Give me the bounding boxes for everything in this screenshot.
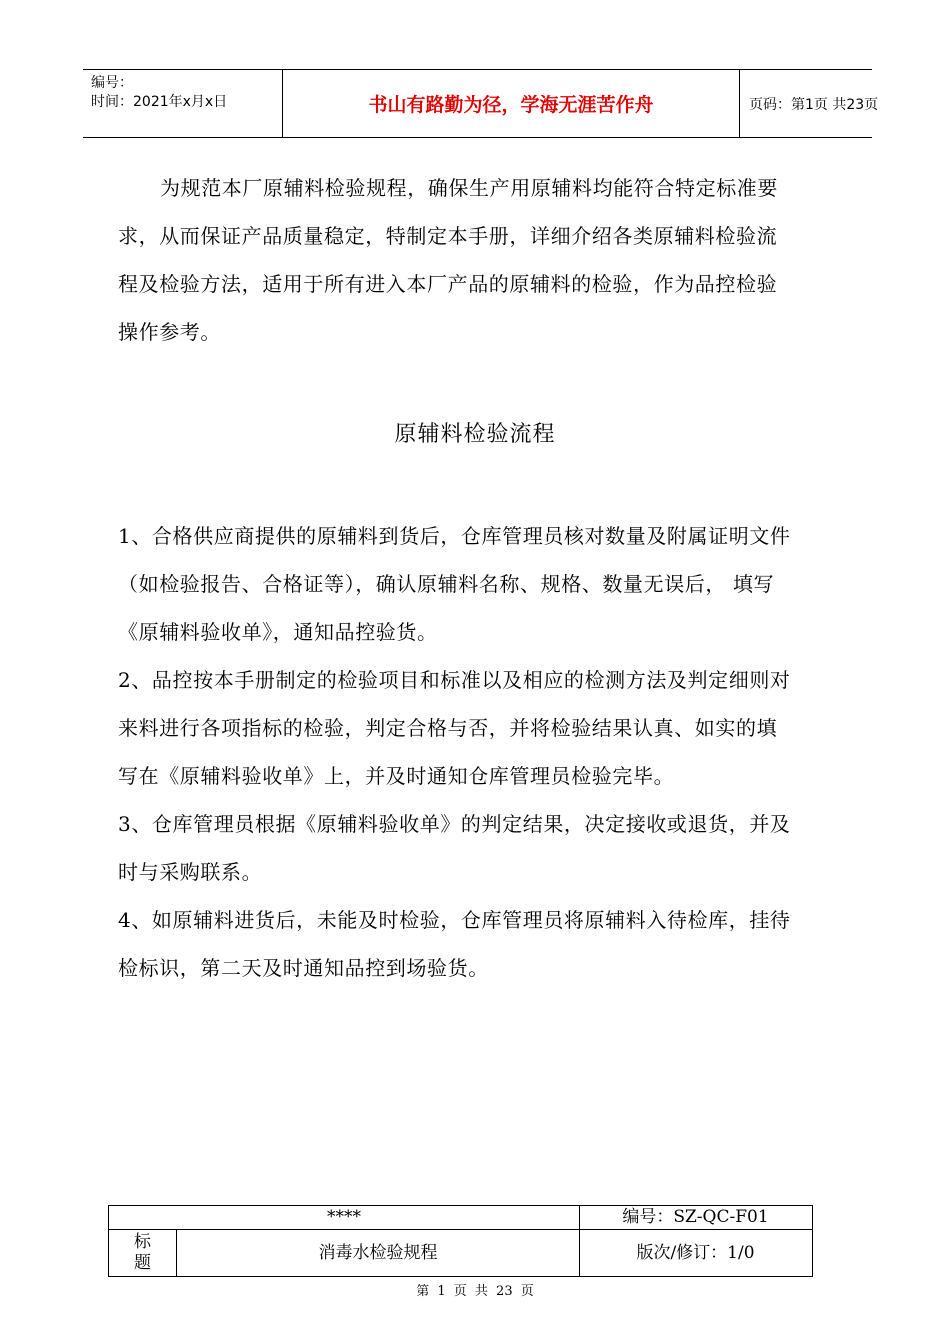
intro-line: 程及检验方法，适用于所有进入本厂产品的原辅料的检验，作为品控检验 xyxy=(118,272,778,296)
intro-line: 为规范本厂原辅料检验规程，确保生产用原辅料均能符合特定标准要 xyxy=(160,176,778,200)
page-header xyxy=(83,69,879,138)
step-line: 4、如原辅料进货后，未能及时检验，仓库管理员将原辅料入待检库，挂待 xyxy=(118,908,791,932)
header-number-label: 编号： xyxy=(91,75,133,91)
step-line: 3、仓库管理员根据《原辅料验收单》的判定结果，决定接收或退货，并及 xyxy=(118,812,791,836)
process-steps xyxy=(118,512,854,992)
footer-doc-title: 消毒水检验规程 xyxy=(177,1230,580,1276)
step-line: 检标识，第二天及时通知品控到场验货。 xyxy=(118,956,489,980)
section-title: 原辅料检验流程 xyxy=(394,422,556,447)
step-line: （如检验报告、合格证等），确认原辅料名称、规格、数量无误后， 填写 xyxy=(118,572,775,596)
step-line: 来料进行各项指标的检验，判定合格与否，并将检验结果认真、如实的填 xyxy=(118,716,778,740)
header-page-info: 页码：第1页 共23页 xyxy=(749,96,879,113)
footer-row-bottom xyxy=(109,1230,812,1276)
step-line: 1、合格供应商提供的原辅料到货后，仓库管理员核对数量及附属证明文件 xyxy=(118,524,791,548)
footer-revision: 版次/修订：1/0 xyxy=(636,1243,755,1263)
footer-table xyxy=(108,1205,813,1277)
footer-doc-code: 编号：SZ-QC-F01 xyxy=(622,1207,769,1227)
footer-page-number: 第 1 页 共 23 页 xyxy=(416,1284,534,1299)
intro-line: 操作参考。 xyxy=(118,320,221,344)
footer-row-top xyxy=(109,1206,812,1230)
step-line: 写在《原辅料验收单》上，并及时通知仓库管理员检验完毕。 xyxy=(118,764,675,788)
footer-title-label-line: 标 xyxy=(134,1232,151,1252)
step-line: 《原辅料验收单》，通知品控验货。 xyxy=(118,620,438,644)
intro-paragraph xyxy=(118,164,854,356)
header-meta xyxy=(83,70,283,137)
step-line: 时与采购联系。 xyxy=(118,860,263,884)
footer-company: **** xyxy=(109,1206,580,1229)
intro-line: 求，从而保证产品质量稳定，特制定本手册，详细介绍各类原辅料检验流 xyxy=(118,224,778,248)
footer-title-label-line: 题 xyxy=(134,1253,151,1273)
step-line: 2、品控按本手册制定的检验项目和标准以及相应的检测方法及判定细则对 xyxy=(118,668,791,692)
header-motto: 书山有路勤为径，学海无涯苦作舟 xyxy=(283,70,740,137)
footer-title-label xyxy=(109,1230,177,1276)
header-date: 时间：2021年x月x日 xyxy=(91,94,228,110)
